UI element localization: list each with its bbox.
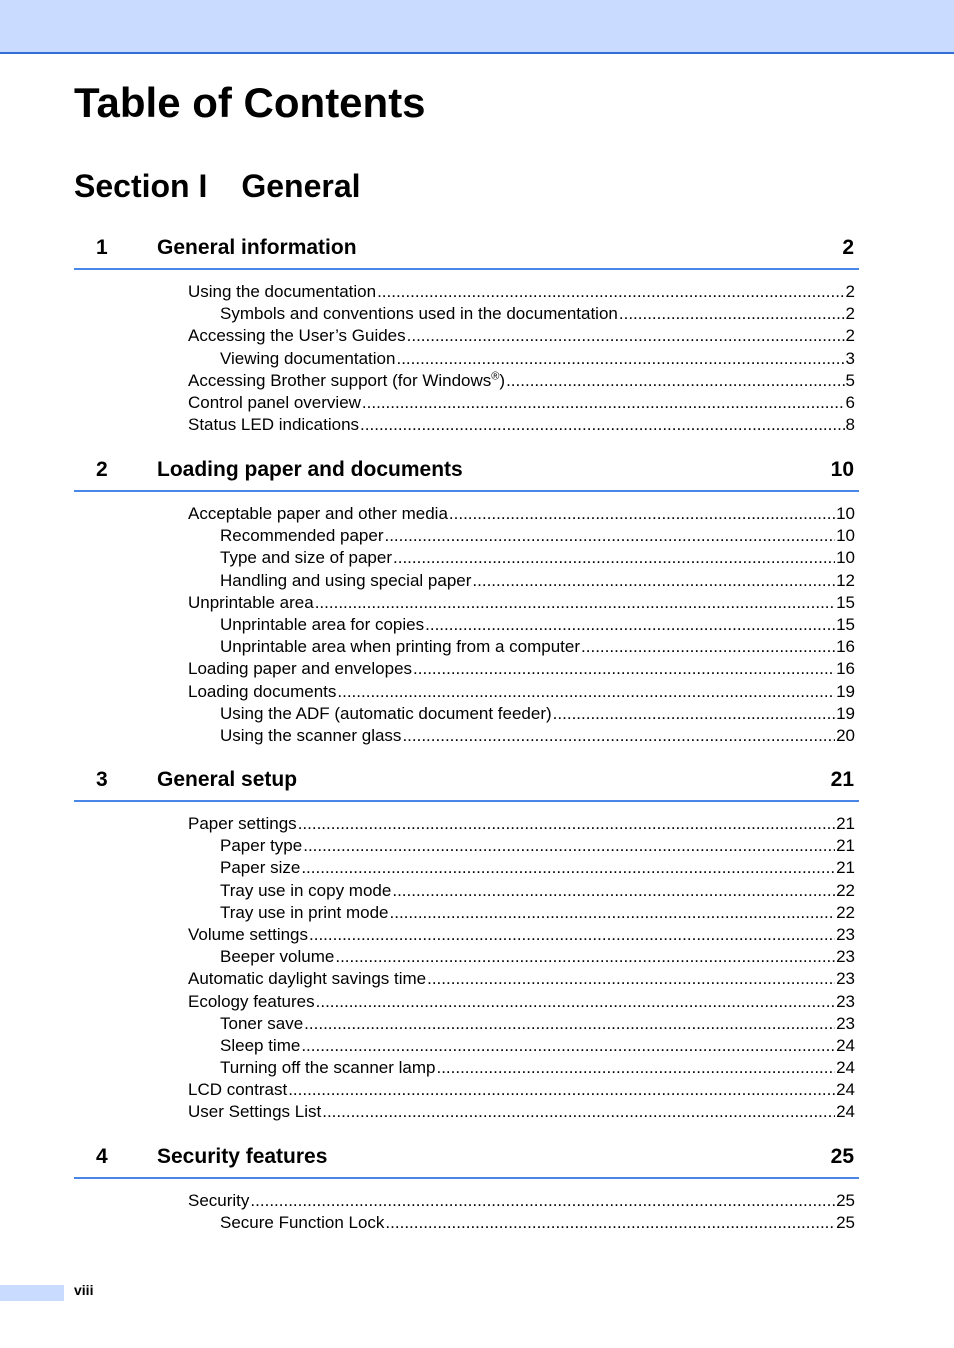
toc-entry[interactable]: [188, 325, 855, 347]
entry-label-text: Turning off the scanner lamp: [220, 1058, 436, 1078]
toc-entry[interactable]: [220, 570, 855, 592]
dot-leader: [303, 835, 835, 857]
entry-page: 24: [836, 1102, 855, 1122]
entry-page: 23: [836, 969, 855, 989]
registered-mark: ®: [491, 370, 500, 383]
entry-page: 8: [845, 415, 855, 435]
toc-entry[interactable]: [220, 1035, 855, 1057]
chapter-heading[interactable]: [74, 764, 859, 802]
entry-label: [220, 547, 392, 569]
entry-page: 10: [836, 548, 855, 568]
toc-entry[interactable]: [188, 1190, 855, 1212]
dot-leader: [436, 1057, 835, 1079]
entry-page: 22: [836, 902, 855, 922]
dot-leader: [449, 503, 835, 525]
toc-entry[interactable]: [188, 924, 855, 946]
entry-label-text: Beeper volume: [220, 947, 335, 967]
chapter-title: Loading paper and documents: [157, 458, 463, 481]
chapter-1: [74, 232, 859, 436]
entry-label: [220, 703, 552, 725]
entry-label: [188, 503, 448, 525]
toc-entry[interactable]: [188, 392, 855, 414]
toc-entry[interactable]: [188, 1101, 855, 1123]
toc-entry[interactable]: [220, 1212, 855, 1234]
section-number: Section I: [74, 168, 208, 204]
entry-label: [188, 1079, 287, 1101]
entry-label-text: Unprintable area for copies: [220, 614, 425, 634]
chapter-page: 25: [830, 1145, 854, 1168]
entry-label-text: Symbols and conventions used in the documentation: [220, 304, 618, 324]
dot-leader: [396, 348, 844, 370]
entry-page: 15: [836, 614, 855, 634]
entry-label-text: Ecology features: [188, 991, 315, 1011]
dot-leader: [288, 1079, 835, 1101]
toc-entry[interactable]: [220, 1057, 855, 1079]
dot-leader: [425, 614, 835, 636]
entry-page: 19: [836, 681, 855, 701]
entry-label-text: Using the ADF (automatic document feeder): [220, 703, 552, 723]
section-name: General: [241, 168, 361, 204]
chapter-heading[interactable]: [74, 232, 859, 270]
entry-page: 10: [836, 504, 855, 523]
page-title: Table of Contents: [74, 79, 426, 126]
dot-leader: [360, 414, 844, 436]
entry-label: [220, 1057, 435, 1079]
toc-entry[interactable]: [220, 725, 855, 747]
dot-leader: [581, 636, 835, 658]
entry-page: 19: [836, 703, 855, 723]
entry-page: 5: [845, 370, 855, 390]
dot-leader: [413, 658, 835, 680]
entry-label: [188, 968, 426, 990]
entry-label-text: Handling and using special paper: [220, 570, 472, 590]
chapter-title: General setup: [157, 768, 298, 791]
dot-leader: [322, 1101, 835, 1123]
entry-page: 6: [845, 392, 855, 412]
dot-leader: [304, 1013, 835, 1035]
chapter-4: [74, 1141, 859, 1234]
dot-leader: [385, 1212, 835, 1234]
entry-label: [188, 813, 297, 835]
entry-list: [74, 281, 859, 436]
toc-entry[interactable]: [188, 414, 855, 436]
entry-label-text: Toner save: [220, 1013, 304, 1033]
entry-label: [220, 636, 580, 658]
dot-leader: [315, 592, 835, 614]
entry-label-text: Unprintable area: [188, 592, 314, 612]
toc-entry[interactable]: [220, 902, 855, 924]
toc-entry[interactable]: [188, 592, 855, 614]
entry-page: 24: [836, 1058, 855, 1078]
entry-label-text: Paper settings: [188, 814, 297, 833]
dot-leader: [390, 902, 836, 924]
dot-leader: [427, 968, 835, 990]
chapter-heading[interactable]: [74, 454, 859, 492]
toc-entry[interactable]: [188, 1079, 855, 1101]
entry-page: 23: [836, 1013, 855, 1033]
chapter-number: 1: [96, 236, 108, 259]
chapter-number: 4: [96, 1145, 108, 1168]
entry-page: 23: [836, 924, 855, 944]
chapter-number: 2: [96, 458, 108, 481]
entry-page: 16: [836, 637, 855, 657]
dot-leader: [619, 303, 845, 325]
entry-label: [220, 946, 334, 968]
dot-leader: [309, 924, 835, 946]
entry-page: 21: [836, 836, 855, 856]
entry-label-text: Recommended paper: [220, 526, 384, 546]
chapter-title: Security features: [157, 1145, 328, 1168]
entry-label: [188, 370, 505, 392]
entry-page: 10: [836, 526, 855, 546]
entry-page: 2: [845, 282, 855, 301]
entry-label: [220, 880, 391, 902]
entry-label: [220, 725, 401, 747]
entry-label-text: Loading paper and envelopes: [188, 659, 413, 679]
toc-entry[interactable]: [220, 1013, 855, 1035]
entry-page: 2: [845, 304, 855, 324]
entry-label: [188, 414, 359, 436]
entry-page: 24: [836, 1080, 855, 1100]
entry-label: [188, 392, 361, 414]
entry-label-text: User Settings List: [188, 1102, 322, 1122]
toc-entry[interactable]: [220, 636, 855, 658]
toc-entry[interactable]: [188, 813, 855, 835]
entry-label-text: Using the scanner glass: [220, 725, 402, 745]
entry-label-text: Loading documents: [188, 681, 337, 701]
entry-label: [220, 525, 383, 547]
dot-leader: [316, 991, 835, 1013]
dot-leader: [337, 681, 835, 703]
chapter-page: 21: [830, 768, 854, 791]
footer-tab: [0, 1285, 64, 1301]
chapter-2: [74, 454, 859, 747]
entry-label-text: Automatic daylight savings time: [188, 969, 427, 989]
entry-label: [220, 857, 300, 879]
dot-leader: [298, 813, 835, 835]
dot-leader: [506, 370, 844, 392]
entry-label-text: Paper size: [220, 858, 301, 878]
entry-label: [188, 281, 376, 303]
chapter-number: 3: [96, 768, 108, 791]
dot-leader: [250, 1190, 835, 1212]
entry-label: [220, 902, 389, 924]
entry-label: [220, 614, 424, 636]
toc-entry[interactable]: [188, 968, 855, 990]
dot-leader: [377, 281, 844, 303]
entry-list: [74, 503, 859, 747]
entry-label: [188, 1190, 249, 1212]
entry-page: 21: [836, 858, 855, 878]
dot-leader: [553, 703, 835, 725]
toc-entry[interactable]: [220, 880, 855, 902]
entry-page: 2: [845, 326, 855, 346]
entry-list: [74, 1190, 859, 1234]
dot-leader: [393, 547, 835, 569]
dot-leader: [472, 570, 835, 592]
dot-leader: [301, 1035, 835, 1057]
entry-label-text: Accessing the User’s Guides: [188, 326, 406, 346]
entry-label-suffix: ): [499, 370, 506, 390]
toc-entry[interactable]: [188, 658, 855, 680]
toc-entry[interactable]: [220, 835, 855, 857]
entry-page: 25: [836, 1213, 855, 1233]
entry-label: [188, 658, 412, 680]
entry-page: 15: [836, 592, 855, 612]
dot-leader: [362, 392, 845, 414]
toc-entry[interactable]: [220, 525, 855, 547]
entry-label-text: Unprintable area when printing from a computer: [220, 637, 581, 657]
entry-label-text: Tray use in print mode: [220, 902, 389, 922]
entry-label: [188, 924, 308, 946]
entry-label-text: Sleep time: [220, 1035, 301, 1055]
entry-label: [188, 592, 314, 614]
dot-leader: [392, 880, 835, 902]
entry-label: [220, 835, 302, 857]
entry-label: [188, 325, 406, 347]
entry-page: 21: [836, 814, 855, 833]
entry-label: [220, 303, 618, 325]
entry-label: [188, 1101, 321, 1123]
toc-entry[interactable]: [188, 681, 855, 703]
toc-entry[interactable]: [220, 857, 855, 879]
chapter-title: General information: [157, 236, 357, 259]
entry-label: [220, 348, 395, 370]
entry-label: [188, 681, 336, 703]
chapter-page: 2: [842, 236, 854, 259]
dot-leader: [335, 946, 835, 968]
section-heading: [74, 166, 361, 206]
entry-label-text: LCD contrast: [188, 1080, 288, 1100]
chapter-3: [74, 764, 859, 1124]
entry-label: [188, 991, 315, 1013]
header-band: [0, 0, 954, 54]
toc-entry[interactable]: [188, 503, 855, 525]
toc-entry[interactable]: [220, 547, 855, 569]
entry-label-text: Tray use in copy mode: [220, 880, 392, 900]
entry-label-text: Accessing Brother support (for Windows: [188, 370, 492, 390]
entry-list: [74, 813, 859, 1124]
entry-page: 23: [836, 991, 855, 1011]
entry-label-text: Acceptable paper and other media: [188, 504, 448, 523]
entry-page: 3: [845, 348, 855, 368]
toc-entry[interactable]: [220, 348, 855, 370]
entry-label-text: Type and size of paper: [220, 548, 393, 568]
entry-label-text: Volume settings: [188, 924, 309, 944]
entry-label-text: Control panel overview: [188, 392, 361, 412]
entry-page: 16: [836, 659, 855, 679]
entry-label: [220, 1212, 384, 1234]
entry-label: [220, 1013, 303, 1035]
entry-label-text: Using the documentation: [188, 282, 377, 301]
entry-label-text: Viewing documentation: [220, 348, 396, 368]
footer-page-number: viii: [74, 1282, 94, 1298]
toc-entry[interactable]: [220, 614, 855, 636]
entry-label: [220, 1035, 300, 1057]
entry-label-text: Security: [188, 1191, 250, 1210]
entry-page: 12: [836, 570, 855, 590]
entry-page: 20: [836, 725, 855, 745]
entry-page: 24: [836, 1035, 855, 1055]
toc-entry[interactable]: [188, 281, 855, 303]
entry-page: 25: [836, 1191, 855, 1210]
entry-page: 22: [836, 880, 855, 900]
toc-entry[interactable]: [188, 370, 855, 392]
dot-leader: [384, 525, 835, 547]
entry-label-text: Secure Function Lock: [220, 1213, 385, 1233]
toc-entry[interactable]: [220, 303, 855, 325]
entry-label-text: Status LED indications: [188, 415, 360, 435]
dot-leader: [301, 857, 835, 879]
entry-label-text: Paper type: [220, 836, 303, 856]
dot-leader: [407, 325, 845, 347]
toc-entry[interactable]: [188, 991, 855, 1013]
chapter-page: 10: [830, 458, 854, 481]
toc-entry[interactable]: [220, 703, 855, 725]
entry-label: [220, 570, 471, 592]
chapter-heading[interactable]: [74, 1141, 859, 1179]
dot-leader: [402, 725, 835, 747]
entry-page: 23: [836, 947, 855, 967]
toc-entry[interactable]: [220, 946, 855, 968]
